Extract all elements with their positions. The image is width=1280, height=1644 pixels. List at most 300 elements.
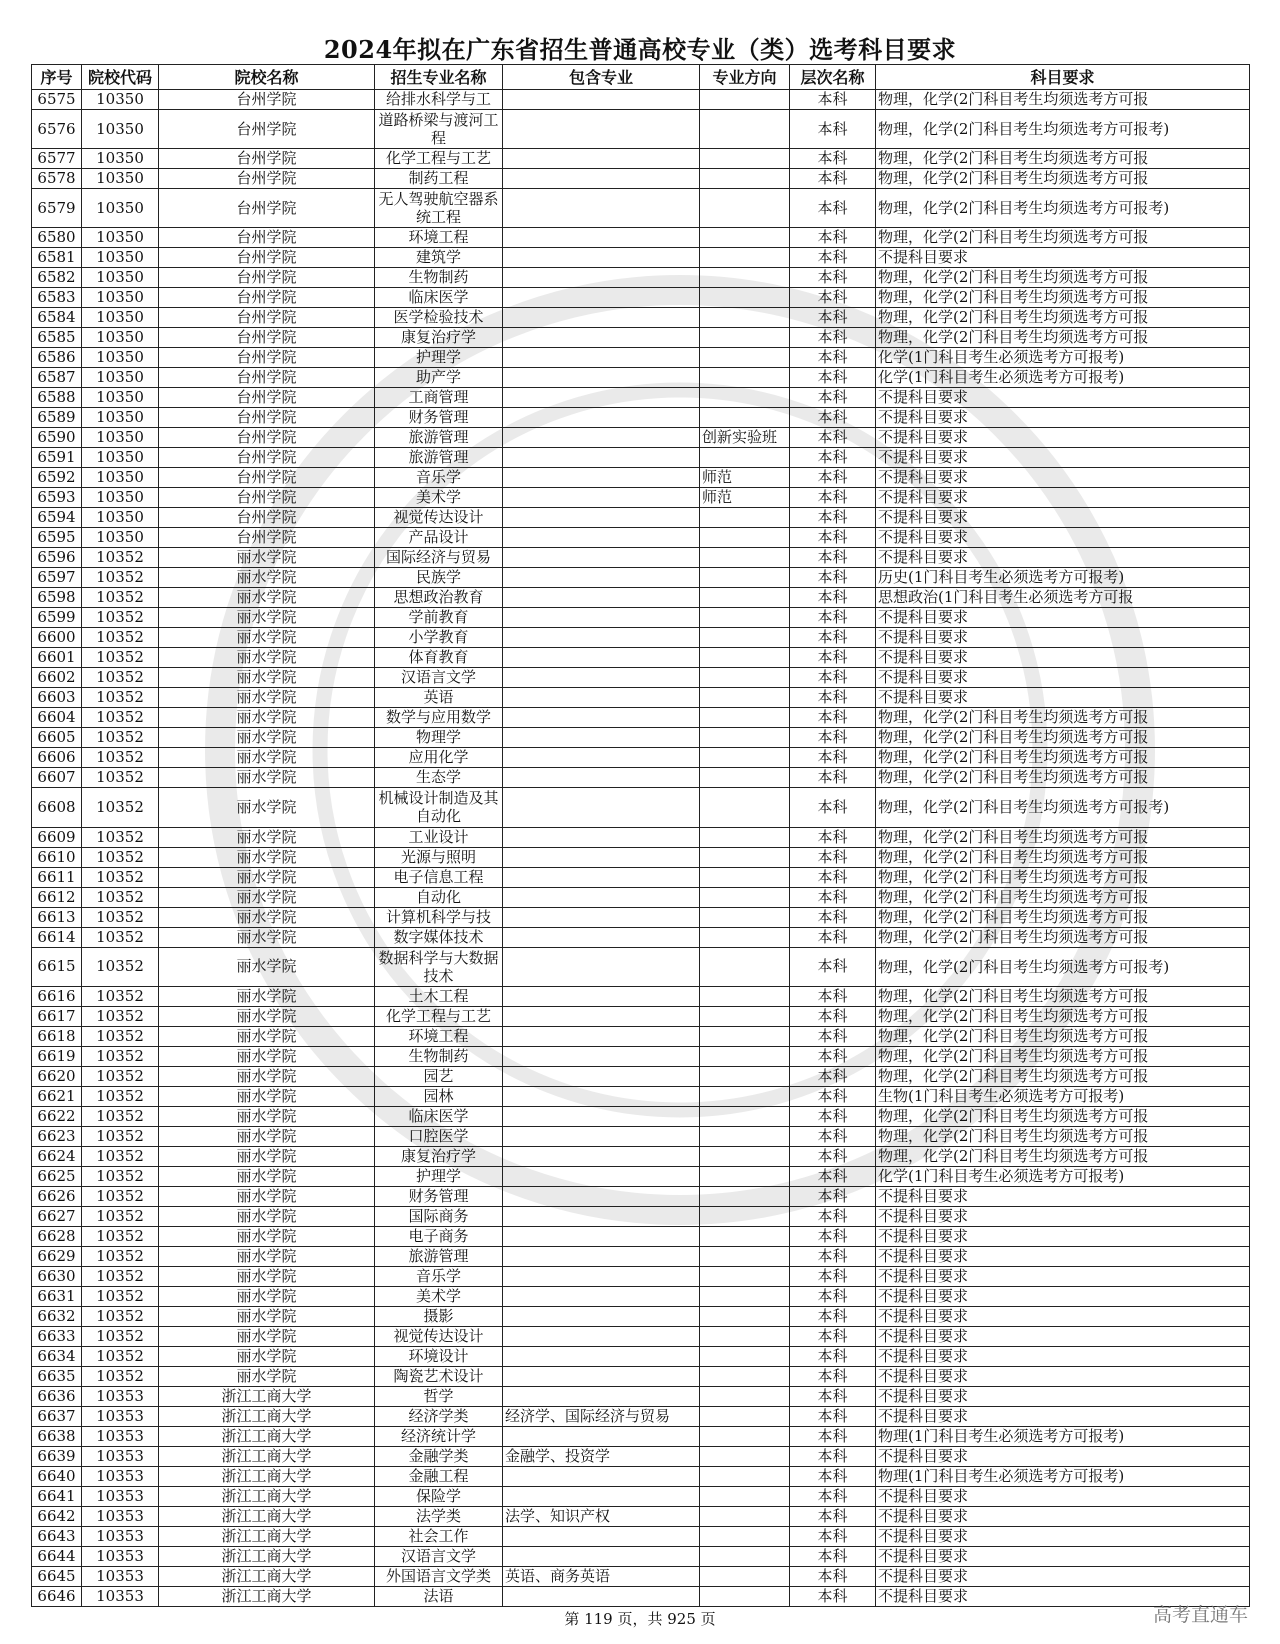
page-footer: 第 119 页，共 925 页 <box>564 1610 716 1628</box>
cell-seq: 6607 <box>32 768 82 788</box>
cell-included-majors <box>503 1486 700 1506</box>
cell-school-code: 10352 <box>82 628 159 648</box>
cell-school-name: 台州学院 <box>159 268 375 288</box>
cell-school-name: 丽水学院 <box>159 568 375 588</box>
table-row <box>32 1386 1250 1406</box>
cell-school-name: 丽水学院 <box>159 867 375 887</box>
cell-school-code: 10353 <box>82 1426 159 1446</box>
table-row <box>32 1546 1250 1566</box>
cell-school-name: 台州学院 <box>159 308 375 328</box>
cell-level: 本科 <box>790 1346 876 1366</box>
cell-subject-requirement: 物理，化学(2门科目考生均须选考方可报 <box>876 867 1250 887</box>
cell-direction <box>700 1106 790 1126</box>
cell-subject-requirement: 生物(1门科目考生必须选考方可报考) <box>876 1086 1250 1106</box>
cell-school-name: 丽水学院 <box>159 1146 375 1166</box>
cell-major-name: 电子信息工程 <box>375 867 503 887</box>
table-row <box>32 1306 1250 1326</box>
cell-school-code: 10350 <box>82 388 159 408</box>
cell-level: 本科 <box>790 248 876 268</box>
cell-subject-requirement: 物理，化学(2门科目考生均须选考方可报 <box>876 827 1250 847</box>
cell-major-name: 经济学类 <box>375 1406 503 1426</box>
cell-subject-requirement: 物理，化学(2门科目考生均须选考方可报考) <box>876 189 1250 228</box>
cell-included-majors: 经济学、国际经济与贸易 <box>503 1406 700 1426</box>
cell-school-name: 浙江工商大学 <box>159 1506 375 1526</box>
cell-level: 本科 <box>790 887 876 907</box>
cell-school-name: 丽水学院 <box>159 648 375 668</box>
cell-school-name: 台州学院 <box>159 90 375 110</box>
cell-direction <box>700 1306 790 1326</box>
cell-school-name: 台州学院 <box>159 408 375 428</box>
table-row <box>32 428 1250 448</box>
cell-level: 本科 <box>790 788 876 827</box>
cell-school-name: 浙江工商大学 <box>159 1486 375 1506</box>
cell-school-name: 浙江工商大学 <box>159 1386 375 1406</box>
cell-level: 本科 <box>790 1306 876 1326</box>
cell-level: 本科 <box>790 1566 876 1586</box>
cell-included-majors <box>503 268 700 288</box>
cell-school-code: 10352 <box>82 588 159 608</box>
cell-level: 本科 <box>790 1286 876 1306</box>
cell-included-majors <box>503 1526 700 1546</box>
cell-school-code: 10352 <box>82 1026 159 1046</box>
cell-direction <box>700 728 790 748</box>
cell-school-code: 10352 <box>82 748 159 768</box>
cell-direction <box>700 608 790 628</box>
cell-included-majors <box>503 768 700 788</box>
cell-school-code: 10353 <box>82 1506 159 1526</box>
table-row <box>32 1146 1250 1166</box>
cell-direction <box>700 887 790 907</box>
cell-direction <box>700 1486 790 1506</box>
cell-seq: 6581 <box>32 248 82 268</box>
cell-subject-requirement: 物理，化学(2门科目考生均须选考方可报 <box>876 1126 1250 1146</box>
cell-direction <box>700 788 790 827</box>
table-row <box>32 308 1250 328</box>
cell-major-name: 机械设计制造及其自动化 <box>375 788 503 827</box>
cell-direction <box>700 1446 790 1466</box>
cell-subject-requirement: 物理，化学(2门科目考生均须选考方可报 <box>876 708 1250 728</box>
cell-subject-requirement: 物理(1门科目考生必须选考方可报考) <box>876 1426 1250 1446</box>
cell-school-code: 10352 <box>82 1246 159 1266</box>
cell-direction <box>700 708 790 728</box>
table-row <box>32 528 1250 548</box>
table-row <box>32 508 1250 528</box>
cell-direction <box>700 528 790 548</box>
cell-seq: 6621 <box>32 1086 82 1106</box>
cell-major-name: 汉语言文学 <box>375 668 503 688</box>
table-row <box>32 1326 1250 1346</box>
cell-school-code: 10353 <box>82 1446 159 1466</box>
cell-major-name: 生物制药 <box>375 268 503 288</box>
table-row <box>32 1346 1250 1366</box>
cell-major-name: 口腔医学 <box>375 1126 503 1146</box>
cell-seq: 6626 <box>32 1186 82 1206</box>
cell-seq: 6602 <box>32 668 82 688</box>
cell-included-majors: 金融学、投资学 <box>503 1446 700 1466</box>
cell-level: 本科 <box>790 110 876 149</box>
cell-level: 本科 <box>790 428 876 448</box>
cell-level: 本科 <box>790 927 876 947</box>
cell-direction <box>700 1466 790 1486</box>
cell-school-code: 10350 <box>82 189 159 228</box>
cell-school-name: 丽水学院 <box>159 1206 375 1226</box>
cell-subject-requirement: 物理，化学(2门科目考生均须选考方可报 <box>876 1106 1250 1126</box>
cell-school-code: 10352 <box>82 986 159 1006</box>
cell-subject-requirement: 物理，化学(2门科目考生均须选考方可报 <box>876 149 1250 169</box>
cell-included-majors <box>503 708 700 728</box>
cell-included-majors <box>503 1426 700 1446</box>
cell-seq: 6611 <box>32 867 82 887</box>
cell-school-name: 丽水学院 <box>159 608 375 628</box>
cell-seq: 6619 <box>32 1046 82 1066</box>
cell-school-name: 台州学院 <box>159 508 375 528</box>
cell-direction <box>700 368 790 388</box>
cell-level: 本科 <box>790 1326 876 1346</box>
cell-included-majors <box>503 1026 700 1046</box>
cell-seq: 6638 <box>32 1426 82 1446</box>
table-row <box>32 548 1250 568</box>
table-row <box>32 1126 1250 1146</box>
cell-school-code: 10352 <box>82 768 159 788</box>
cell-direction <box>700 947 790 986</box>
cell-seq: 6606 <box>32 748 82 768</box>
cell-level: 本科 <box>790 1366 876 1386</box>
cell-direction <box>700 548 790 568</box>
cell-school-name: 丽水学院 <box>159 708 375 728</box>
cell-level: 本科 <box>790 588 876 608</box>
cell-direction: 师范 <box>700 488 790 508</box>
cell-level: 本科 <box>790 90 876 110</box>
cell-seq: 6635 <box>32 1366 82 1386</box>
cell-level: 本科 <box>790 1066 876 1086</box>
cell-school-name: 台州学院 <box>159 428 375 448</box>
table-row <box>32 708 1250 728</box>
cell-direction <box>700 1266 790 1286</box>
cell-major-name: 哲学 <box>375 1386 503 1406</box>
table-row <box>32 149 1250 169</box>
requirements-table-container <box>31 64 1249 1607</box>
cell-level: 本科 <box>790 668 876 688</box>
cell-subject-requirement: 物理，化学(2门科目考生均须选考方可报 <box>876 728 1250 748</box>
cell-included-majors: 英语、商务英语 <box>503 1566 700 1586</box>
cell-seq: 6575 <box>32 90 82 110</box>
cell-school-name: 浙江工商大学 <box>159 1446 375 1466</box>
table-header <box>32 65 1250 90</box>
cell-seq: 6603 <box>32 688 82 708</box>
cell-included-majors <box>503 248 700 268</box>
cell-level: 本科 <box>790 368 876 388</box>
cell-major-name: 生态学 <box>375 768 503 788</box>
cell-school-name: 丽水学院 <box>159 1326 375 1346</box>
cell-subject-requirement: 不提科目要求 <box>876 488 1250 508</box>
cell-major-name: 外国语言文学类 <box>375 1566 503 1586</box>
cell-school-code: 10352 <box>82 1126 159 1146</box>
cell-school-code: 10352 <box>82 668 159 688</box>
cell-included-majors <box>503 947 700 986</box>
table-row <box>32 688 1250 708</box>
cell-direction <box>700 1026 790 1046</box>
cell-major-name: 环境设计 <box>375 1346 503 1366</box>
cell-included-majors <box>503 688 700 708</box>
cell-major-name: 电子商务 <box>375 1226 503 1246</box>
table-row <box>32 1466 1250 1486</box>
table-row <box>32 189 1250 228</box>
cell-major-name: 金融学类 <box>375 1446 503 1466</box>
cell-major-name: 道路桥梁与渡河工程 <box>375 110 503 149</box>
cell-school-code: 10352 <box>82 568 159 588</box>
cell-included-majors <box>503 1366 700 1386</box>
cell-included-majors <box>503 907 700 927</box>
cell-school-code: 10352 <box>82 1206 159 1226</box>
cell-major-name: 陶瓷艺术设计 <box>375 1366 503 1386</box>
cell-seq: 6582 <box>32 268 82 288</box>
table-row <box>32 1006 1250 1026</box>
cell-subject-requirement: 思想政治(1门科目考生必须选考方可报 <box>876 588 1250 608</box>
cell-school-name: 丽水学院 <box>159 1346 375 1366</box>
cell-major-name: 医学检验技术 <box>375 308 503 328</box>
cell-subject-requirement: 不提科目要求 <box>876 1386 1250 1406</box>
cell-level: 本科 <box>790 288 876 308</box>
cell-school-code: 10353 <box>82 1486 159 1506</box>
cell-school-name: 丽水学院 <box>159 1166 375 1186</box>
cell-major-name: 财务管理 <box>375 1186 503 1206</box>
table-row <box>32 1486 1250 1506</box>
cell-major-name: 临床医学 <box>375 288 503 308</box>
cell-direction <box>700 907 790 927</box>
cell-school-name: 丽水学院 <box>159 1246 375 1266</box>
cell-direction <box>700 328 790 348</box>
cell-major-name: 旅游管理 <box>375 428 503 448</box>
cell-subject-requirement: 物理，化学(2门科目考生均须选考方可报 <box>876 1066 1250 1086</box>
cell-seq: 6613 <box>32 907 82 927</box>
cell-subject-requirement: 不提科目要求 <box>876 1526 1250 1546</box>
cell-school-code: 10350 <box>82 228 159 248</box>
cell-seq: 6583 <box>32 288 82 308</box>
cell-included-majors <box>503 1386 700 1406</box>
cell-direction <box>700 189 790 228</box>
cell-school-name: 丽水学院 <box>159 788 375 827</box>
cell-school-name: 台州学院 <box>159 228 375 248</box>
cell-included-majors <box>503 348 700 368</box>
table-row <box>32 448 1250 468</box>
cell-school-name: 浙江工商大学 <box>159 1586 375 1606</box>
cell-school-name: 台州学院 <box>159 110 375 149</box>
cell-school-code: 10352 <box>82 1086 159 1106</box>
column-header-school-code: 院校代码 <box>82 65 159 90</box>
cell-level: 本科 <box>790 1386 876 1406</box>
cell-included-majors: 法学、知识产权 <box>503 1506 700 1526</box>
cell-subject-requirement: 物理，化学(2门科目考生均须选考方可报 <box>876 847 1250 867</box>
cell-major-name: 音乐学 <box>375 1266 503 1286</box>
cell-school-code: 10352 <box>82 1326 159 1346</box>
cell-included-majors <box>503 428 700 448</box>
cell-included-majors <box>503 748 700 768</box>
cell-school-name: 丽水学院 <box>159 827 375 847</box>
cell-subject-requirement: 不提科目要求 <box>876 1346 1250 1366</box>
table-row <box>32 1426 1250 1446</box>
cell-school-name: 浙江工商大学 <box>159 1546 375 1566</box>
cell-school-name: 台州学院 <box>159 488 375 508</box>
cell-school-code: 10350 <box>82 488 159 508</box>
table-row <box>32 1566 1250 1586</box>
cell-seq: 6593 <box>32 488 82 508</box>
cell-subject-requirement: 物理，化学(2门科目考生均须选考方可报 <box>876 90 1250 110</box>
cell-level: 本科 <box>790 308 876 328</box>
cell-direction <box>700 1166 790 1186</box>
cell-seq: 6616 <box>32 986 82 1006</box>
cell-seq: 6637 <box>32 1406 82 1426</box>
column-header-included-majors: 包含专业 <box>503 65 700 90</box>
cell-included-majors <box>503 927 700 947</box>
table-row <box>32 169 1250 189</box>
cell-school-code: 10353 <box>82 1566 159 1586</box>
cell-school-name: 台州学院 <box>159 248 375 268</box>
cell-direction <box>700 308 790 328</box>
cell-level: 本科 <box>790 1586 876 1606</box>
cell-major-name: 汉语言文学 <box>375 1546 503 1566</box>
cell-included-majors <box>503 1466 700 1486</box>
cell-level: 本科 <box>790 1146 876 1166</box>
table-row <box>32 1246 1250 1266</box>
cell-seq: 6589 <box>32 408 82 428</box>
cell-school-code: 10352 <box>82 548 159 568</box>
cell-direction <box>700 1046 790 1066</box>
cell-level: 本科 <box>790 1206 876 1226</box>
cell-major-name: 英语 <box>375 688 503 708</box>
cell-subject-requirement: 物理，化学(2门科目考生均须选考方可报 <box>876 1146 1250 1166</box>
cell-seq: 6632 <box>32 1306 82 1326</box>
cell-included-majors <box>503 1306 700 1326</box>
cell-subject-requirement: 不提科目要求 <box>876 1326 1250 1346</box>
cell-seq: 6618 <box>32 1026 82 1046</box>
cell-major-name: 给排水科学与工 <box>375 90 503 110</box>
cell-level: 本科 <box>790 1086 876 1106</box>
cell-seq: 6622 <box>32 1106 82 1126</box>
cell-school-code: 10352 <box>82 827 159 847</box>
cell-school-code: 10353 <box>82 1526 159 1546</box>
cell-included-majors <box>503 986 700 1006</box>
table-row <box>32 628 1250 648</box>
table-row <box>32 90 1250 110</box>
cell-level: 本科 <box>790 1546 876 1566</box>
table-row <box>32 668 1250 688</box>
cell-seq: 6620 <box>32 1066 82 1086</box>
cell-major-name: 康复治疗学 <box>375 1146 503 1166</box>
cell-seq: 6625 <box>32 1166 82 1186</box>
table-row <box>32 1286 1250 1306</box>
cell-school-name: 丽水学院 <box>159 927 375 947</box>
cell-subject-requirement: 不提科目要求 <box>876 1206 1250 1226</box>
cell-subject-requirement: 不提科目要求 <box>876 1506 1250 1526</box>
cell-included-majors <box>503 1166 700 1186</box>
cell-included-majors <box>503 608 700 628</box>
cell-seq: 6631 <box>32 1286 82 1306</box>
cell-seq: 6578 <box>32 169 82 189</box>
cell-major-name: 视觉传达设计 <box>375 1326 503 1346</box>
cell-school-code: 10352 <box>82 1046 159 1066</box>
cell-level: 本科 <box>790 1486 876 1506</box>
table-row <box>32 986 1250 1006</box>
cell-major-name: 生物制药 <box>375 1046 503 1066</box>
table-row <box>32 1026 1250 1046</box>
cell-major-name: 数学与应用数学 <box>375 708 503 728</box>
cell-included-majors <box>503 1346 700 1366</box>
cell-direction <box>700 1326 790 1346</box>
column-header-school-name: 院校名称 <box>159 65 375 90</box>
table-row <box>32 1066 1250 1086</box>
cell-major-name: 化学工程与工艺 <box>375 1006 503 1026</box>
cell-level: 本科 <box>790 169 876 189</box>
cell-subject-requirement: 不提科目要求 <box>876 688 1250 708</box>
table-row <box>32 228 1250 248</box>
cell-school-code: 10352 <box>82 1346 159 1366</box>
cell-included-majors <box>503 1326 700 1346</box>
cell-level: 本科 <box>790 827 876 847</box>
cell-included-majors <box>503 1186 700 1206</box>
cell-included-majors <box>503 468 700 488</box>
cell-subject-requirement: 不提科目要求 <box>876 648 1250 668</box>
table-row <box>32 568 1250 588</box>
cell-level: 本科 <box>790 1246 876 1266</box>
cell-subject-requirement: 不提科目要求 <box>876 1186 1250 1206</box>
cell-seq: 6629 <box>32 1246 82 1266</box>
cell-subject-requirement: 不提科目要求 <box>876 448 1250 468</box>
table-row <box>32 1186 1250 1206</box>
cell-major-name: 护理学 <box>375 348 503 368</box>
cell-school-code: 10352 <box>82 847 159 867</box>
cell-direction <box>700 847 790 867</box>
cell-major-name: 光源与照明 <box>375 847 503 867</box>
cell-school-name: 丽水学院 <box>159 588 375 608</box>
cell-level: 本科 <box>790 568 876 588</box>
cell-seq: 6624 <box>32 1146 82 1166</box>
cell-included-majors <box>503 827 700 847</box>
page-title: 2024年拟在广东省招生普通高校专业（类）选考科目要求 <box>323 35 957 64</box>
cell-included-majors <box>503 288 700 308</box>
cell-level: 本科 <box>790 468 876 488</box>
cell-seq: 6576 <box>32 110 82 149</box>
cell-included-majors <box>503 728 700 748</box>
cell-major-name: 应用化学 <box>375 748 503 768</box>
table-row <box>32 907 1250 927</box>
cell-school-name: 浙江工商大学 <box>159 1526 375 1546</box>
cell-school-code: 10352 <box>82 728 159 748</box>
cell-level: 本科 <box>790 688 876 708</box>
cell-school-name: 丽水学院 <box>159 1266 375 1286</box>
cell-direction <box>700 1206 790 1226</box>
cell-direction <box>700 1346 790 1366</box>
cell-direction <box>700 1406 790 1426</box>
cell-school-code: 10350 <box>82 110 159 149</box>
cell-seq: 6600 <box>32 628 82 648</box>
cell-seq: 6642 <box>32 1506 82 1526</box>
cell-included-majors <box>503 568 700 588</box>
cell-included-majors <box>503 1146 700 1166</box>
cell-level: 本科 <box>790 1506 876 1526</box>
cell-level: 本科 <box>790 508 876 528</box>
cell-subject-requirement: 物理，化学(2门科目考生均须选考方可报 <box>876 907 1250 927</box>
column-header-direction: 专业方向 <box>700 65 790 90</box>
cell-seq: 6628 <box>32 1226 82 1246</box>
cell-major-name: 国际商务 <box>375 1206 503 1226</box>
cell-seq: 6645 <box>32 1566 82 1586</box>
cell-school-name: 台州学院 <box>159 468 375 488</box>
cell-school-code: 10352 <box>82 1286 159 1306</box>
cell-level: 本科 <box>790 708 876 728</box>
cell-subject-requirement: 不提科目要求 <box>876 608 1250 628</box>
cell-school-code: 10352 <box>82 927 159 947</box>
cell-direction <box>700 1506 790 1526</box>
